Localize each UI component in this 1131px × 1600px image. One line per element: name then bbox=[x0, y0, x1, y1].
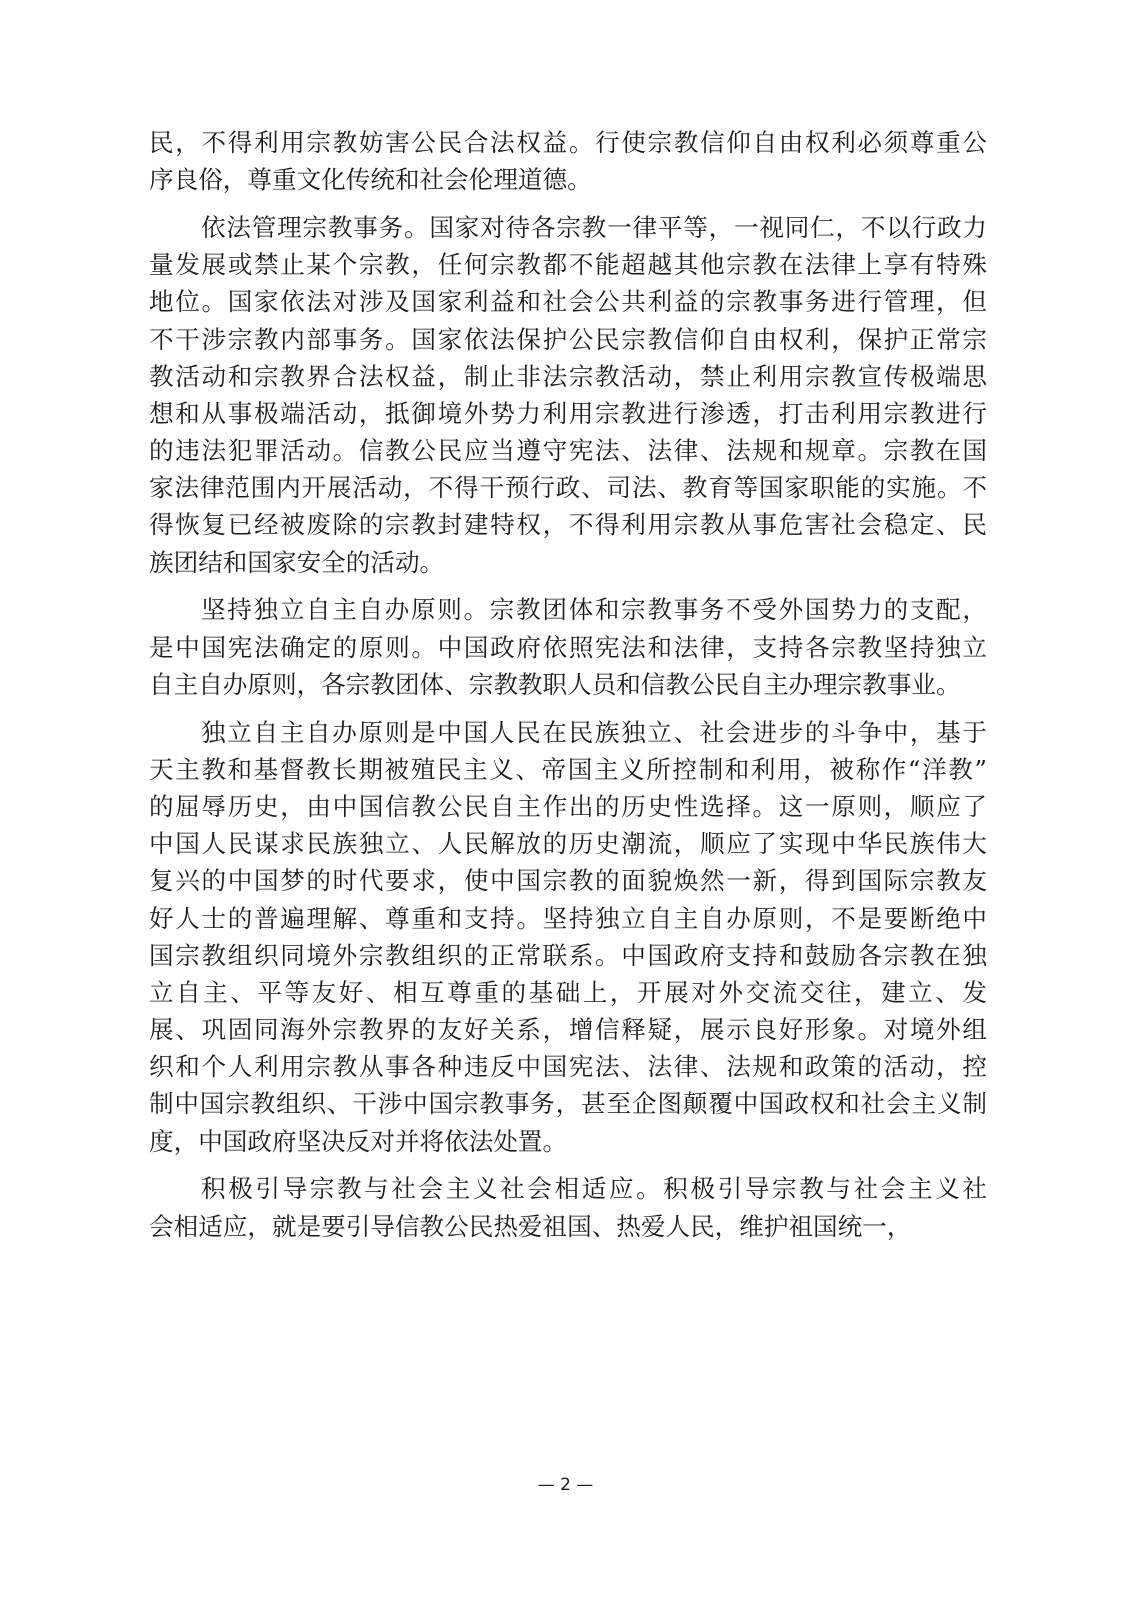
text-line: 展、巩固同海外宗教界的友好关系，增信释疑，展示良好形象。对境外组 bbox=[149, 1015, 987, 1045]
text-line: 中国人民谋求民族独立、人民解放的历史潮流，顺应了实现中华民族伟大 bbox=[149, 829, 987, 859]
paragraph bbox=[149, 1170, 987, 1244]
text-line: 教活动和宗教界合法权益，制止非法宗教活动，禁止利用宗教宣传极端思 bbox=[149, 361, 987, 391]
text-line: 会相适应，就是要引导信教公民热爱祖国、热爱人民，维护祖国统一， bbox=[149, 1211, 912, 1241]
text-line: 是中国宪法确定的原则。中国政府依照宪法和法律，支持各宗教坚持独立 bbox=[149, 632, 987, 662]
text-line: 的违法犯罪活动。信教公民应当遵守宪法、法律、法规和规章。宗教在国 bbox=[149, 436, 987, 466]
text-line: 量发展或禁止某个宗教，任何宗教都不能超越其他宗教在法律上享有特殊 bbox=[149, 250, 987, 280]
paragraph bbox=[149, 591, 987, 703]
text-line: 立自主、平等友好、相互尊重的基础上，开展对外交流交往，建立、发 bbox=[149, 977, 987, 1007]
text-line: 好人士的普遍理解、尊重和支持。坚持独立自主自办原则，不是要断绝中 bbox=[149, 903, 987, 933]
text-line: 序良俗，尊重文化传统和社会伦理道德。 bbox=[149, 165, 592, 195]
text-line: 族团结和国家安全的活动。 bbox=[149, 547, 445, 577]
text-line: 想和从事极端活动，抵御境外势力利用宗教进行渗透，打击利用宗教进行 bbox=[149, 398, 987, 428]
paragraph bbox=[149, 714, 987, 1160]
text-line: 度，中国政府坚决反对并将依法处置。 bbox=[149, 1126, 568, 1156]
document-body bbox=[149, 124, 987, 1255]
text-line: 的屈辱历史，由中国信教公民自主作出的历史性选择。这一原则，顺应了 bbox=[149, 791, 987, 821]
text-line: 复兴的中国梦的时代要求，使中国宗教的面貌焕然一新，得到国际宗教友 bbox=[149, 866, 987, 896]
text-line: 积极引导宗教与社会主义社会相适应。积极引导宗教与社会主义社 bbox=[201, 1174, 987, 1204]
paragraph bbox=[149, 209, 987, 581]
text-line: 天主教和基督教长期被殖民主义、帝国主义所控制和利用，被称作“洋教” bbox=[149, 754, 987, 784]
text-line: 织和个人利用宗教从事各种违反中国宪法、法律、法规和政策的活动，控 bbox=[149, 1052, 987, 1082]
text-line: 民，不得利用宗教妨害公民合法权益。行使宗教信仰自由权利必须尊重公 bbox=[149, 128, 987, 157]
text-line: 不干涉宗教内部事务。国家依法保护公民宗教信仰自由权利，保护正常宗 bbox=[149, 324, 987, 354]
text-line: 制中国宗教组织、干涉中国宗教事务，甚至企图颠覆中国政权和社会主义制 bbox=[149, 1089, 987, 1119]
text-line: 自主自办原则，各宗教团体、宗教教职人员和信教公民自主办理宗教事业。 bbox=[149, 669, 961, 699]
text-line: 家法律范围内开展活动，不得干预行政、司法、教育等国家职能的实施。不 bbox=[149, 473, 987, 503]
text-line: 得恢复已经被废除的宗教封建特权，不得利用宗教从事危害社会稳定、民 bbox=[149, 510, 987, 540]
paragraph bbox=[149, 124, 987, 198]
text-line: 独立自主自办原则是中国人民在民族独立、社会进步的斗争中，基于 bbox=[201, 717, 987, 747]
page-number: — 2 — bbox=[537, 1475, 594, 1495]
text-line: 国宗教组织同境外宗教组织的正常联系。中国政府支持和鼓励各宗教在独 bbox=[149, 940, 987, 970]
text-line: 坚持独立自主自办原则。宗教团体和宗教事务不受外国势力的支配， bbox=[201, 595, 987, 625]
text-line: 地位。国家依法对涉及国家利益和社会公共利益的宗教事务进行管理，但 bbox=[149, 287, 987, 317]
text-line: 依法管理宗教事务。国家对待各宗教一律平等，一视同仁，不以行政力 bbox=[201, 212, 987, 242]
